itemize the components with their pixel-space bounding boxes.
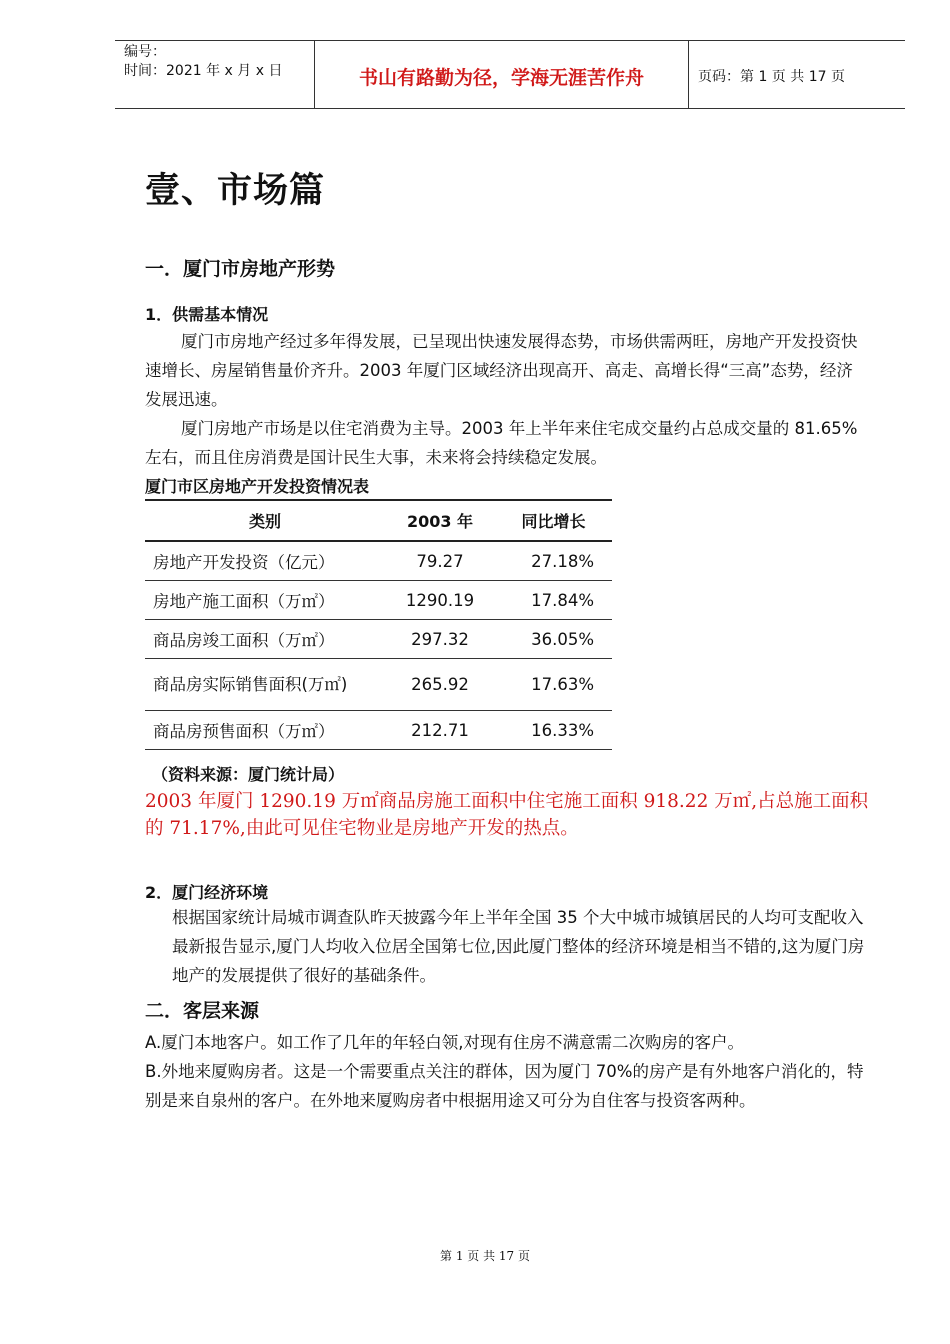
row-growth: 36.05% [495,620,612,659]
row-category: 房地产施工面积（万㎡） [145,581,385,620]
serial-label: 编号： [124,44,166,60]
highlight-paragraph: 2003 年厦门 1290.19 万㎡商品房施工面积中住宅施工面积 918.22 万㎡,占总施工面积的 71.17%,由此可见住宅物业是房地产开发的热点。 [145,791,869,839]
row-growth: 16.33% [495,711,612,750]
row-category: 房地产开发投资（亿元） [145,541,385,581]
sub2-title: 2．厦门经济环境 [145,883,269,902]
row-value: 297.32 [385,620,495,659]
time-label: 时间：2021 年 x 月 x 日 [124,63,283,79]
row-value: 212.71 [385,711,495,750]
header-motto: 书山有路勤为径，学海无涯苦作舟 [315,41,689,108]
header-page-info: 页码：第 1 页 共 17 页 [698,68,845,85]
investment-table [145,499,612,750]
row-value: 79.27 [385,541,495,581]
table-row [145,711,612,750]
column-header: 2003 年 [385,500,495,541]
row-growth: 27.18% [495,541,612,581]
column-header: 类别 [145,500,385,541]
row-value: 265.92 [385,659,495,711]
section2-paragraph-b: B.外地来厦购房者。这是一个需要重点关注的群体，因为厦门 70%的房产是有外地客户消化的，特别是来自泉州的客户。在外地来厦购房者中根据用途又可分为自住客与投资客两种。 [145,1062,864,1110]
page-header [115,40,905,109]
header-meta [115,41,315,108]
row-value: 1290.19 [385,581,495,620]
section2-title: 二．客层来源 [145,1000,260,1022]
row-category: 商品房实际销售面积(万㎡) [145,659,385,711]
row-growth: 17.63% [495,659,612,711]
section2-paragraph-a: A.厦门本地客户。如工作了几年的年轻白领,对现有住房不满意需二次购房的客户。 [145,1033,744,1052]
sub1-paragraph-2: 厦门房地产市场是以住宅消费为主导。2003 年上半年来住宅成交量约占总成交量的 81.65%左右，而且住房消费是国计民生大事，未来将会持续稳定发展。 [145,419,858,467]
sub2-paragraph: 根据国家统计局城市调查队昨天披露今年上半年全国 35 个大中城市城镇居民的人均可支配收入最新报告显示,厦门人均收入位居全国第七位,因此厦门整体的经济环境是相当不错的,这为厦门房地产的发展提供了很好的基础条件。 [172,908,865,985]
table-row [145,541,612,581]
sub1-title: 1．供需基本情况 [145,305,269,324]
table-row [145,581,612,620]
table-caption: 厦门市区房地产开发投资情况表 [145,477,370,496]
row-growth: 17.84% [495,581,612,620]
row-category: 商品房竣工面积（万㎡） [145,620,385,659]
column-header: 同比增长 [495,500,612,541]
table-header-row [145,500,612,541]
main-title: 壹、市场篇 [145,171,326,211]
section1-title: 一．厦门市房地产形势 [145,258,336,280]
page-footer: 第 1 页 共 17 页 [440,1249,530,1263]
sub1-paragraph-1: 厦门市房地产经过多年得发展，已呈现出快速发展得态势，市场供需两旺，房地产开发投资快速增长、房屋销售量价齐升。2003 年厦门区域经济出现高开、高走、高增长得“三高”态势，经济发展迅速。 [145,332,858,409]
table-row [145,659,612,711]
table-row [145,620,612,659]
table-source-note: （资料来源：厦门统计局） [152,765,345,784]
row-category: 商品房预售面积（万㎡） [145,711,385,750]
